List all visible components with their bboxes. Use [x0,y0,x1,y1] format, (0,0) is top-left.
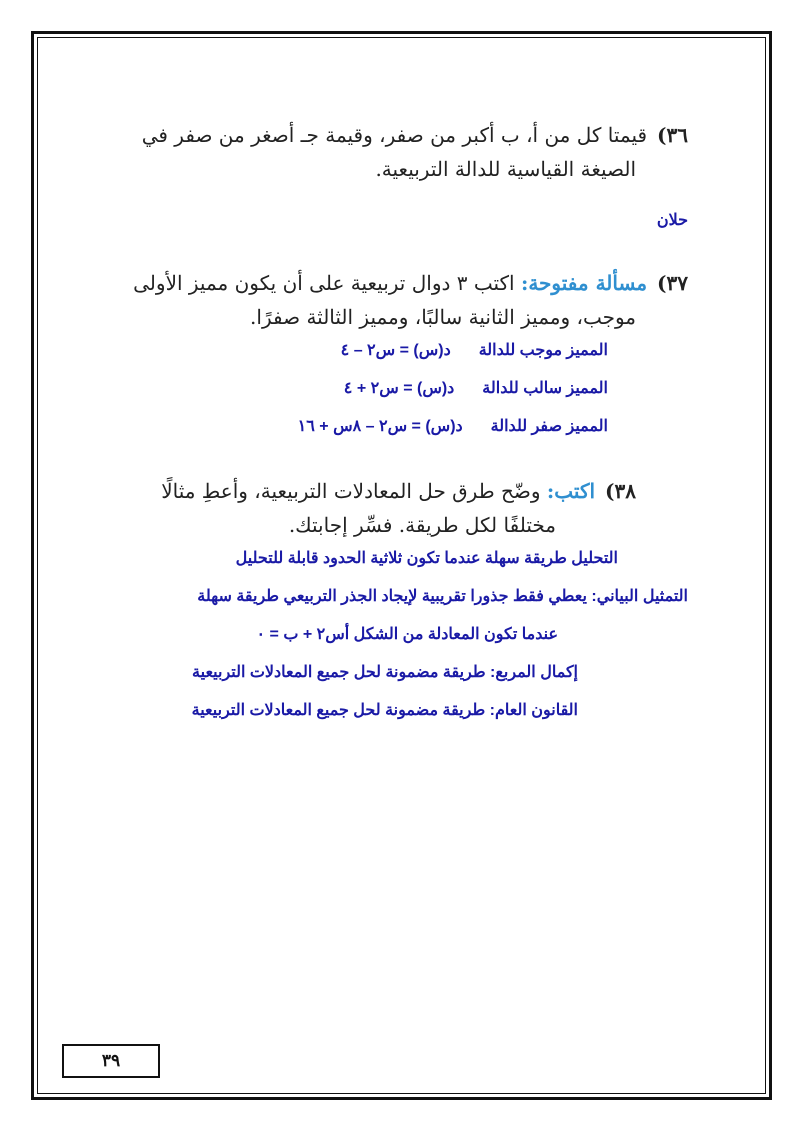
question-36-answer: حلان [656,212,688,229]
question-37-number: ٣٧) [657,271,688,295]
answer-line: القانون العام: طريقة مضمونة لحل جميع المعادلات التربيعية [191,702,578,719]
answer-equation: د(س) = س٢ + ٤ [343,380,455,397]
question-37-line2: موجب، ومميز الثانية سالبًا، ومميز الثالثة صفرًا. [250,305,636,329]
question-36-line2: الصيغة القياسية للدالة التربيعية. [375,157,636,181]
answer-line: التمثيل البياني: يعطي فقط جذورا تقريبية لإيجاد الجذر التربيعي طريقة سهلة [197,588,688,605]
answer-label: المميز سالب للدالة [482,380,608,397]
question-37-text [100,266,688,334]
answer-line: التحليل طريقة سهلة عندما تكون ثلاثية الحدود قابلة للتحليل [235,550,618,567]
question-37 [100,266,688,444]
page-number: ٣٩ [62,1044,160,1078]
page-content [100,118,688,728]
question-38-line1: وضّح طرق حل المعادلات التربيعية، وأعطِ مثالًا [161,479,541,503]
answer-equation: د(س) = س٢ – ٨س + ١٦ [297,418,463,435]
answer-row-zero [100,410,608,444]
question-38-answers [100,542,688,728]
question-38-highlight: اكتب: [546,479,596,503]
question-36 [100,118,688,238]
answer-line: عندما تكون المعادلة من الشكل أس٢ + ب = ٠ [256,626,558,643]
answer-equation: د(س) = س٢ – ٤ [340,342,451,359]
question-38 [100,474,688,728]
question-38-text [100,474,636,542]
answer-line: إكمال المربع: طريقة مضمونة لحل جميع المعادلات التربيعية [192,664,578,681]
question-38-number: ٣٨) [605,479,636,503]
question-37-answers [100,334,608,444]
question-37-line1: اكتب ٣ دوال تربيعية على أن يكون مميز الأولى [133,271,515,295]
question-37-highlight: مسألة مفتوحة: [520,271,648,295]
question-36-line1: قيمتا كل من أ، ب أكبر من صفر، وقيمة جـ أصغر من صفر في [141,123,648,147]
question-36-text [100,118,688,186]
question-36-number: ٣٦) [657,123,688,147]
answer-row-positive [100,334,608,368]
answer-row-negative [100,372,608,406]
question-38-line2: مختلفًا لكل طريقة. فسِّر إجابتك. [288,513,556,537]
answer-label: المميز صفر للدالة [490,418,608,435]
answer-label: المميز موجب للدالة [478,342,608,359]
